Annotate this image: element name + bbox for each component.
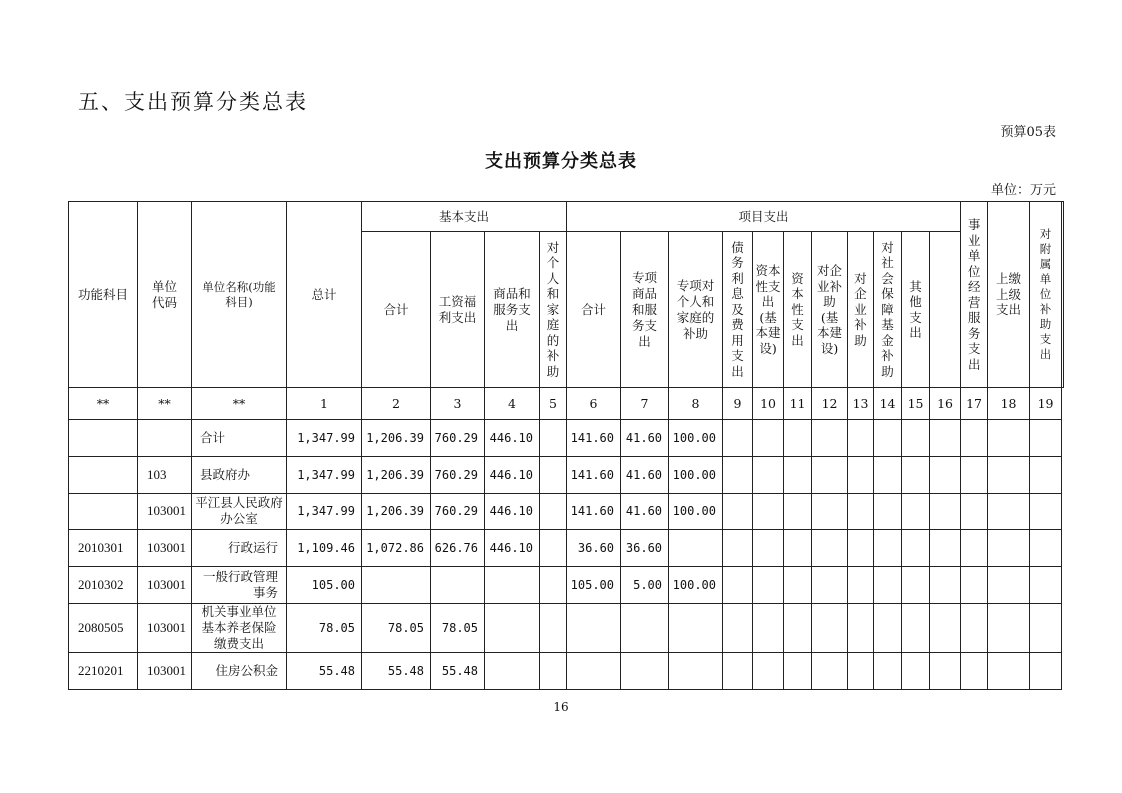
total-value: 78.05 — [287, 603, 362, 652]
goods-value — [485, 567, 540, 604]
table-row — [69, 493, 1064, 530]
empty-cell — [902, 530, 930, 567]
header-social-security: 对社会保障基金补助 — [874, 232, 902, 388]
empty-cell — [988, 530, 1030, 567]
empty-cell — [988, 493, 1030, 530]
func-code: 2010301 — [69, 530, 138, 567]
unit-name: 机关事业单位基本养老保险缴费支出 — [192, 603, 287, 652]
index-cell: 7 — [621, 388, 669, 420]
goods-value: 446.10 — [485, 530, 540, 567]
section-title: 五、支出预算分类总表 — [78, 90, 308, 114]
empty-cell — [784, 493, 812, 530]
func-code: 2210201 — [69, 652, 138, 689]
empty-cell — [874, 567, 902, 604]
salary-value — [431, 567, 485, 604]
index-cell: 14 — [874, 388, 902, 420]
header-proj-personal: 专项对个人和家庭的补助 — [669, 232, 723, 388]
proj-total-value: 105.00 — [567, 567, 621, 604]
empty-cell — [902, 603, 930, 652]
header-basic: 基本支出 — [362, 202, 567, 232]
basic-total-value: 55.48 — [362, 652, 431, 689]
empty-cell — [848, 420, 874, 457]
header-carry-over — [1062, 202, 1064, 388]
index-cell: 12 — [812, 388, 848, 420]
empty-cell — [1030, 530, 1062, 567]
basic-total-value: 1,206.39 — [362, 420, 431, 457]
table-row — [69, 603, 1064, 652]
empty-cell — [1030, 493, 1062, 530]
empty-cell — [874, 456, 902, 493]
goods-value — [485, 652, 540, 689]
basic-total-value: 1,206.39 — [362, 456, 431, 493]
empty-cell — [784, 603, 812, 652]
unit-name: 合计 — [192, 420, 287, 457]
empty-cell — [723, 567, 753, 604]
index-cell: 16 — [930, 388, 961, 420]
budget-table — [68, 201, 1064, 690]
empty-cell — [902, 420, 930, 457]
empty-cell — [930, 603, 961, 652]
index-cell: 6 — [567, 388, 621, 420]
index-cell: 18 — [988, 388, 1030, 420]
empty-cell — [812, 652, 848, 689]
header-basic-total: 合计 — [362, 232, 431, 388]
total-value: 1,347.99 — [287, 420, 362, 457]
proj-goods-value: 41.60 — [621, 420, 669, 457]
unit-label: 单位：万元 — [990, 183, 1056, 198]
empty-cell — [784, 530, 812, 567]
header-unit-name: 单位名称(功能科目) — [192, 202, 287, 388]
empty-cell — [784, 652, 812, 689]
empty-cell — [930, 456, 961, 493]
empty-cell — [1030, 567, 1062, 604]
form-number: 预算05表 — [1000, 125, 1056, 140]
empty-cell — [988, 567, 1030, 604]
header-goods: 商品和服务支出 — [485, 232, 540, 388]
empty-cell — [961, 493, 988, 530]
unit-code: 103001 — [138, 603, 192, 652]
empty-cell — [961, 456, 988, 493]
empty-cell — [723, 420, 753, 457]
personal-value — [540, 420, 567, 457]
empty-cell — [848, 530, 874, 567]
index-cell: 4 — [485, 388, 540, 420]
empty-cell — [874, 652, 902, 689]
func-code — [69, 456, 138, 493]
unit-name: 县政府办 — [192, 456, 287, 493]
unit-code: 103001 — [138, 652, 192, 689]
goods-value: 446.10 — [485, 420, 540, 457]
basic-total-value: 78.05 — [362, 603, 431, 652]
proj-goods-value — [621, 652, 669, 689]
empty-cell — [723, 456, 753, 493]
empty-cell — [784, 420, 812, 457]
empty-cell — [1030, 652, 1062, 689]
empty-cell — [930, 493, 961, 530]
proj-total-value — [567, 652, 621, 689]
empty-cell — [988, 456, 1030, 493]
empty-cell — [930, 530, 961, 567]
unit-code: 103001 — [138, 530, 192, 567]
table-body — [69, 388, 1064, 690]
index-cell: 5 — [540, 388, 567, 420]
proj-goods-value: 36.60 — [621, 530, 669, 567]
empty-cell — [753, 567, 784, 604]
empty-cell — [753, 420, 784, 457]
table-row — [69, 456, 1064, 493]
empty-cell — [723, 493, 753, 530]
empty-cell — [723, 652, 753, 689]
table-row — [69, 652, 1064, 689]
goods-value: 446.10 — [485, 493, 540, 530]
header-func-subject: 功能科目 — [69, 202, 138, 388]
personal-value — [540, 603, 567, 652]
header-salary: 工资福利支出 — [431, 232, 485, 388]
empty-cell — [753, 530, 784, 567]
empty-cell — [784, 567, 812, 604]
table-row — [69, 530, 1064, 567]
index-cell: 19 — [1030, 388, 1062, 420]
total-value: 55.48 — [287, 652, 362, 689]
proj-personal-value — [669, 652, 723, 689]
empty-cell — [988, 603, 1030, 652]
proj-total-value: 36.60 — [567, 530, 621, 567]
empty-cell — [988, 420, 1030, 457]
index-cell: 11 — [784, 388, 812, 420]
proj-personal-value — [669, 603, 723, 652]
index-cell: 1 — [287, 388, 362, 420]
proj-personal-value: 100.00 — [669, 493, 723, 530]
empty-cell — [753, 652, 784, 689]
header-capital: 资本性支出 — [784, 232, 812, 388]
unit-name: 行政运行 — [192, 530, 287, 567]
index-cell: 8 — [669, 388, 723, 420]
empty-cell — [874, 420, 902, 457]
index-cell: 15 — [902, 388, 930, 420]
basic-total-value: 1,206.39 — [362, 493, 431, 530]
header-project: 项目支出 — [567, 202, 961, 232]
empty-cell — [848, 652, 874, 689]
unit-code: 103001 — [138, 493, 192, 530]
empty-cell — [961, 652, 988, 689]
unit-name: 一般行政管理事务 — [192, 567, 287, 604]
unit-name: 住房公积金 — [192, 652, 287, 689]
header-enterprise: 对企业补助 — [848, 232, 874, 388]
total-value: 1,347.99 — [287, 493, 362, 530]
goods-value — [485, 603, 540, 652]
proj-goods-value — [621, 603, 669, 652]
empty-cell — [988, 652, 1030, 689]
table-row — [69, 567, 1064, 604]
proj-personal-value: 100.00 — [669, 456, 723, 493]
empty-cell — [1030, 603, 1062, 652]
header-personal: 对个人和家庭的补助 — [540, 232, 567, 388]
header-capital-build: 资本性支出(基本建设) — [753, 232, 784, 388]
empty-cell — [930, 652, 961, 689]
proj-goods-value: 5.00 — [621, 567, 669, 604]
empty-cell — [848, 456, 874, 493]
header-enterprise-build: 对企业补助(基本建设) — [812, 232, 848, 388]
index-cell: 17 — [961, 388, 988, 420]
empty-cell — [930, 567, 961, 604]
empty-cell — [1030, 420, 1062, 457]
personal-value — [540, 530, 567, 567]
empty-cell — [812, 456, 848, 493]
proj-total-value — [567, 603, 621, 652]
empty-cell — [961, 420, 988, 457]
empty-cell — [874, 530, 902, 567]
func-code — [69, 420, 138, 457]
func-code: 2010302 — [69, 567, 138, 604]
empty-cell — [812, 493, 848, 530]
empty-cell — [874, 493, 902, 530]
personal-value — [540, 456, 567, 493]
empty-cell — [753, 456, 784, 493]
basic-total-value — [362, 567, 431, 604]
empty-cell — [902, 493, 930, 530]
unit-code — [138, 420, 192, 457]
empty-cell — [848, 603, 874, 652]
empty-cell — [961, 603, 988, 652]
empty-cell — [902, 567, 930, 604]
empty-cell — [902, 652, 930, 689]
index-cell: 13 — [848, 388, 874, 420]
empty-cell — [1030, 456, 1062, 493]
index-cell: 9 — [723, 388, 753, 420]
empty-cell — [812, 567, 848, 604]
empty-cell — [753, 493, 784, 530]
header-proj-total: 合计 — [567, 232, 621, 388]
empty-cell — [812, 530, 848, 567]
empty-cell — [784, 456, 812, 493]
func-code: 2080505 — [69, 603, 138, 652]
unit-code: 103 — [138, 456, 192, 493]
empty-cell — [848, 493, 874, 530]
header-turn-over: 上缴上级支出 — [988, 202, 1030, 388]
empty-cell — [848, 567, 874, 604]
personal-value — [540, 567, 567, 604]
proj-personal-value: 100.00 — [669, 567, 723, 604]
index-cell: ** — [138, 388, 192, 420]
personal-value — [540, 493, 567, 530]
index-cell: 10 — [753, 388, 784, 420]
header-business-service: 事业单位经营服务支出 — [961, 202, 988, 388]
header-affiliated: 对附属单位补助支出 — [1030, 202, 1062, 388]
unit-code: 103001 — [138, 567, 192, 604]
proj-total-value: 141.60 — [567, 493, 621, 530]
index-cell: ** — [69, 388, 138, 420]
header-proj-goods: 专项商品和服务支出 — [621, 232, 669, 388]
header-total: 总计 — [287, 202, 362, 388]
empty-cell — [812, 420, 848, 457]
table-row — [69, 420, 1064, 457]
proj-total-value: 141.60 — [567, 456, 621, 493]
proj-goods-value: 41.60 — [621, 456, 669, 493]
salary-value: 760.29 — [431, 456, 485, 493]
salary-value: 626.76 — [431, 530, 485, 567]
personal-value — [540, 652, 567, 689]
empty-cell — [753, 603, 784, 652]
header-unit-code: 单位代码 — [138, 202, 192, 388]
proj-total-value: 141.60 — [567, 420, 621, 457]
empty-cell — [874, 603, 902, 652]
func-code — [69, 493, 138, 530]
goods-value: 446.10 — [485, 456, 540, 493]
index-cell: ** — [192, 388, 287, 420]
total-value: 1,109.46 — [287, 530, 362, 567]
page-number: 16 — [553, 700, 569, 714]
unit-name: 平江县人民政府办公室 — [192, 493, 287, 530]
salary-value: 760.29 — [431, 493, 485, 530]
salary-value: 78.05 — [431, 603, 485, 652]
empty-cell — [961, 530, 988, 567]
proj-goods-value: 41.60 — [621, 493, 669, 530]
salary-value: 55.48 — [431, 652, 485, 689]
header-debt: 债务利息及费用支出 — [723, 232, 753, 388]
salary-value: 760.29 — [431, 420, 485, 457]
empty-cell — [812, 603, 848, 652]
empty-cell — [723, 603, 753, 652]
index-cell: 2 — [362, 388, 431, 420]
proj-personal-value: 100.00 — [669, 420, 723, 457]
index-row — [69, 388, 1064, 420]
basic-total-value: 1,072.86 — [362, 530, 431, 567]
total-value: 105.00 — [287, 567, 362, 604]
page-title: 支出预算分类总表 — [485, 151, 637, 172]
empty-cell — [961, 567, 988, 604]
empty-cell — [930, 420, 961, 457]
total-value: 1,347.99 — [287, 456, 362, 493]
empty-cell — [902, 456, 930, 493]
header-other: 其他支出 — [902, 232, 930, 388]
proj-personal-value — [669, 530, 723, 567]
empty-cell — [723, 530, 753, 567]
index-cell: 3 — [431, 388, 485, 420]
